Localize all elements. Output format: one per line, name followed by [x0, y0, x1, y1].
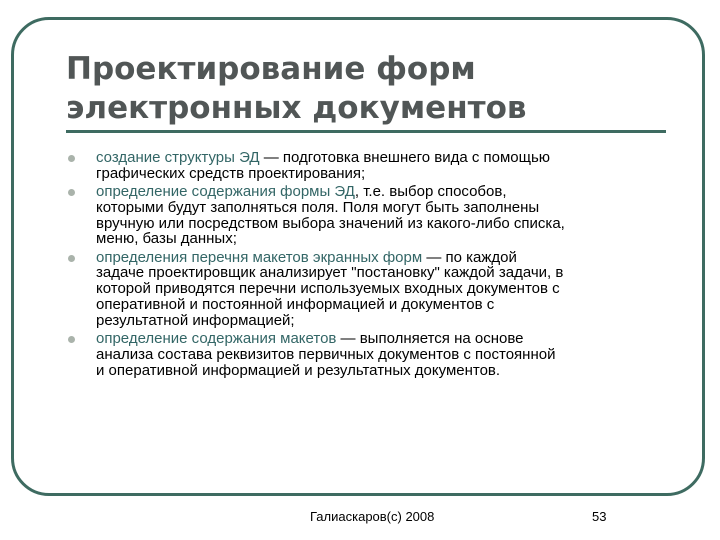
bullet-dot-icon — [68, 155, 75, 162]
bullet-item — [66, 150, 666, 182]
bullet-line: графических средств проектирования; — [96, 164, 366, 182]
bullet-dot-icon — [68, 189, 75, 196]
bullet-line: и оперативной информацией и результатных документов. — [96, 361, 501, 379]
bullet-item — [66, 184, 666, 247]
bullet-term: определения перечня макетов экранных форм — [96, 248, 423, 266]
bullet-line — [96, 184, 666, 200]
bullet-line — [96, 250, 666, 266]
slide-title-line: Проектирование форм — [66, 51, 476, 87]
bullet-line: которой приводятся перечни используемых входных документов с — [96, 280, 560, 298]
bullet-text: — по каждой — [422, 248, 517, 266]
bullet-item — [66, 250, 666, 329]
slide-title — [66, 50, 666, 128]
bullet-item — [66, 331, 666, 378]
bullet-line: оперативной и постоянной информацией и документов с — [96, 295, 495, 313]
bullet-line: вручную или посредством выбора значений из какого-либо списка, — [96, 214, 565, 232]
bullet-term: создание структуры ЭД — [96, 149, 260, 166]
bullet-dot-icon — [68, 336, 75, 343]
bullet-term: определение содержания формы ЭД — [96, 182, 355, 200]
bullet-line — [96, 150, 666, 166]
title-divider — [66, 130, 666, 133]
bullet-dot-icon — [68, 255, 75, 262]
bullet-line: результатной информацией; — [96, 311, 295, 329]
bullet-text: , т.е. выбор способов, — [354, 182, 507, 200]
bullet-line: задаче проектировщик анализирует "постановку" каждой задачи, в — [96, 264, 564, 282]
bullet-line: анализа состава реквизитов первичных документов с постоянной — [96, 345, 556, 363]
page-number: 53 — [592, 509, 607, 524]
bullet-text: — подготовка внешнего вида с помощью — [259, 149, 551, 166]
bullet-list — [66, 150, 666, 381]
footer-author: Галиаскаров(с) 2008 — [310, 509, 435, 524]
bullet-line: меню, базы данных; — [96, 230, 237, 248]
bullet-line — [96, 331, 666, 347]
bullet-term: определение содержания макетов — [96, 329, 337, 347]
slide-title-line: электронных документов — [66, 90, 527, 126]
bullet-text: — выполняется на основе — [336, 329, 524, 347]
bullet-line: которыми будут заполняться поля. Поля могут быть заполнены — [96, 198, 540, 216]
